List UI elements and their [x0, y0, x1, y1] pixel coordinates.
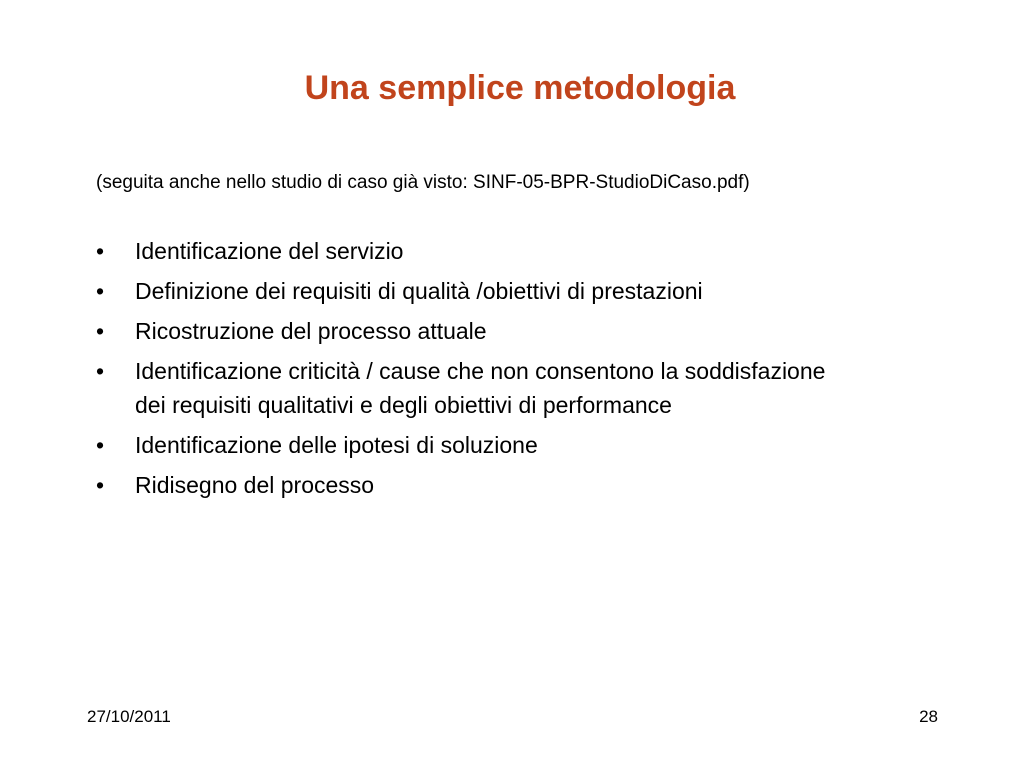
- bullet-text: Ricostruzione del processo attuale: [135, 318, 487, 344]
- bullet-item-6: [96, 468, 896, 502]
- bullet-item-1: [96, 234, 896, 268]
- bullet-icon: •: [96, 238, 105, 264]
- bullet-text: Definizione dei requisiti di qualità /obiettivi di prestazioni: [135, 278, 703, 304]
- bullet-icon: •: [96, 358, 105, 384]
- bullet-icon: •: [96, 318, 105, 344]
- bullet-item-4: [96, 354, 896, 422]
- bullet-text: Identificazione delle ipotesi di soluzione: [135, 432, 538, 458]
- bullet-icon: •: [96, 278, 105, 304]
- bullet-list: [96, 234, 896, 508]
- bullet-icon: •: [96, 472, 105, 498]
- bullet-item-3: [96, 314, 896, 348]
- bullet-item-2: [96, 274, 896, 308]
- bullet-text: Ridisegno del processo: [135, 472, 375, 498]
- bullet-text: Identificazione criticità / cause che non consentono la soddisfazione dei requisiti qualitativi e degli obiettivi di performance: [135, 358, 826, 418]
- bullet-item-5: [96, 428, 896, 462]
- slide-title: Una semplice metodologia: [304, 69, 736, 107]
- bullet-text: Identificazione del servizio: [135, 238, 404, 264]
- bullet-icon: •: [96, 432, 105, 458]
- page-number: 28: [919, 707, 938, 726]
- footer-date: 27/10/2011: [87, 707, 171, 726]
- slide-subtitle: (seguita anche nello studio di caso già visto: SINF-05-BPR-StudioDiCaso.pdf): [96, 172, 750, 193]
